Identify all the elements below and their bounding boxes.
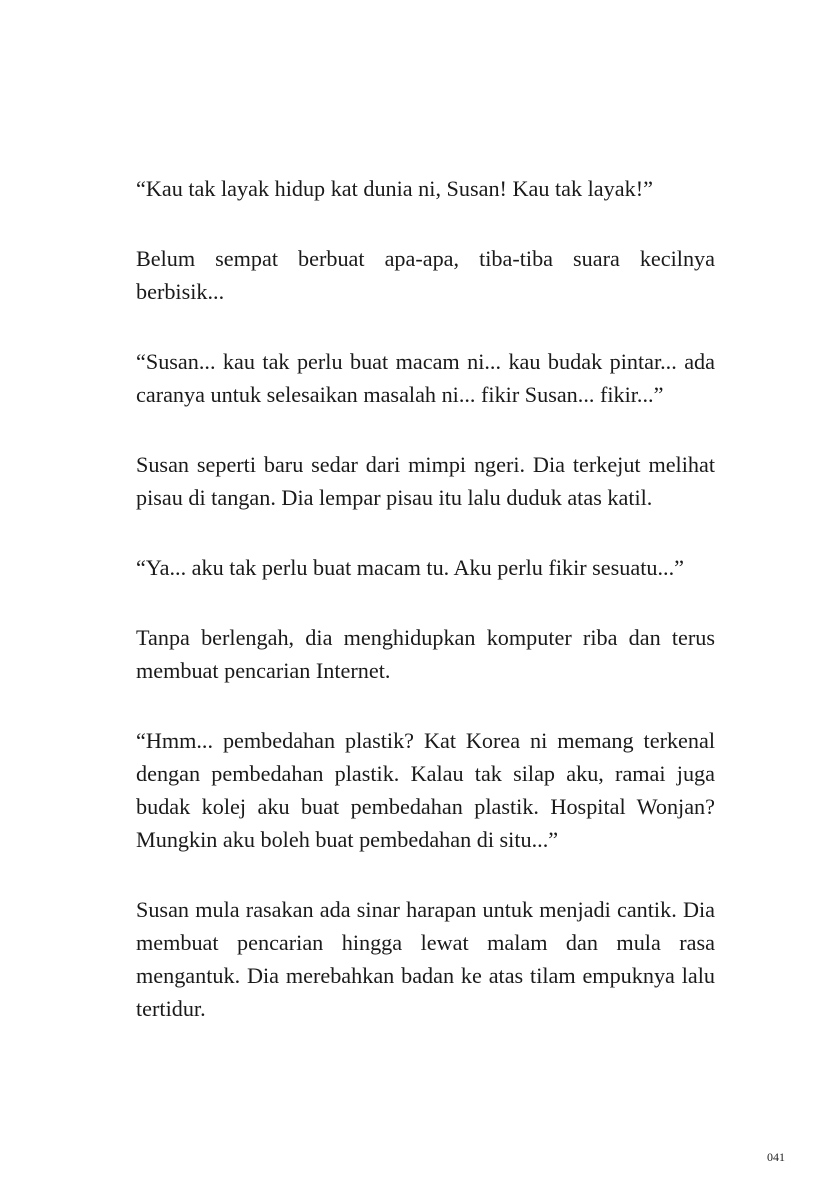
paragraph: “Ya... aku tak perlu buat macam tu. Aku perlu fikir sesuatu...” [136,555,684,580]
paragraph: “Susan... kau tak perlu buat macam ni... kau budak pintar... ada caranya untuk selesaikan masalah ni... fikir Susan... fikir...” [136,349,715,407]
paragraph: Belum sempat berbuat apa-apa, tiba-tiba suara kecilnya berbisik... [136,246,715,304]
paragraph: Susan mula rasakan ada sinar harapan untuk menjadi cantik. Dia membuat pencarian hingga lewat malam dan mula rasa mengantuk. Dia merebahkan badan ke atas tilam empuknya lalu tertidur. [136,897,715,1021]
paragraph: Tanpa berlengah, dia menghidupkan komputer riba dan terus membuat pencarian Internet. [136,625,715,683]
page-number: 041 [767,1150,785,1164]
paragraph: “Hmm... pembedahan plastik? Kat Korea ni memang terkenal dengan pembedahan plastik. Kalau tak silap aku, ramai juga budak kolej aku buat pembedahan plastik. Hospital Wonjan? Mungkin aku boleh buat pembedahan di situ...” [136,728,715,852]
paragraph: Susan seperti baru sedar dari mimpi ngeri. Dia terkejut melihat pisau di tangan. Dia lempar pisau itu lalu duduk atas katil. [136,452,715,510]
paragraph: “Kau tak layak hidup kat dunia ni, Susan! Kau tak layak!” [136,176,653,201]
page-body [136,172,715,1062]
